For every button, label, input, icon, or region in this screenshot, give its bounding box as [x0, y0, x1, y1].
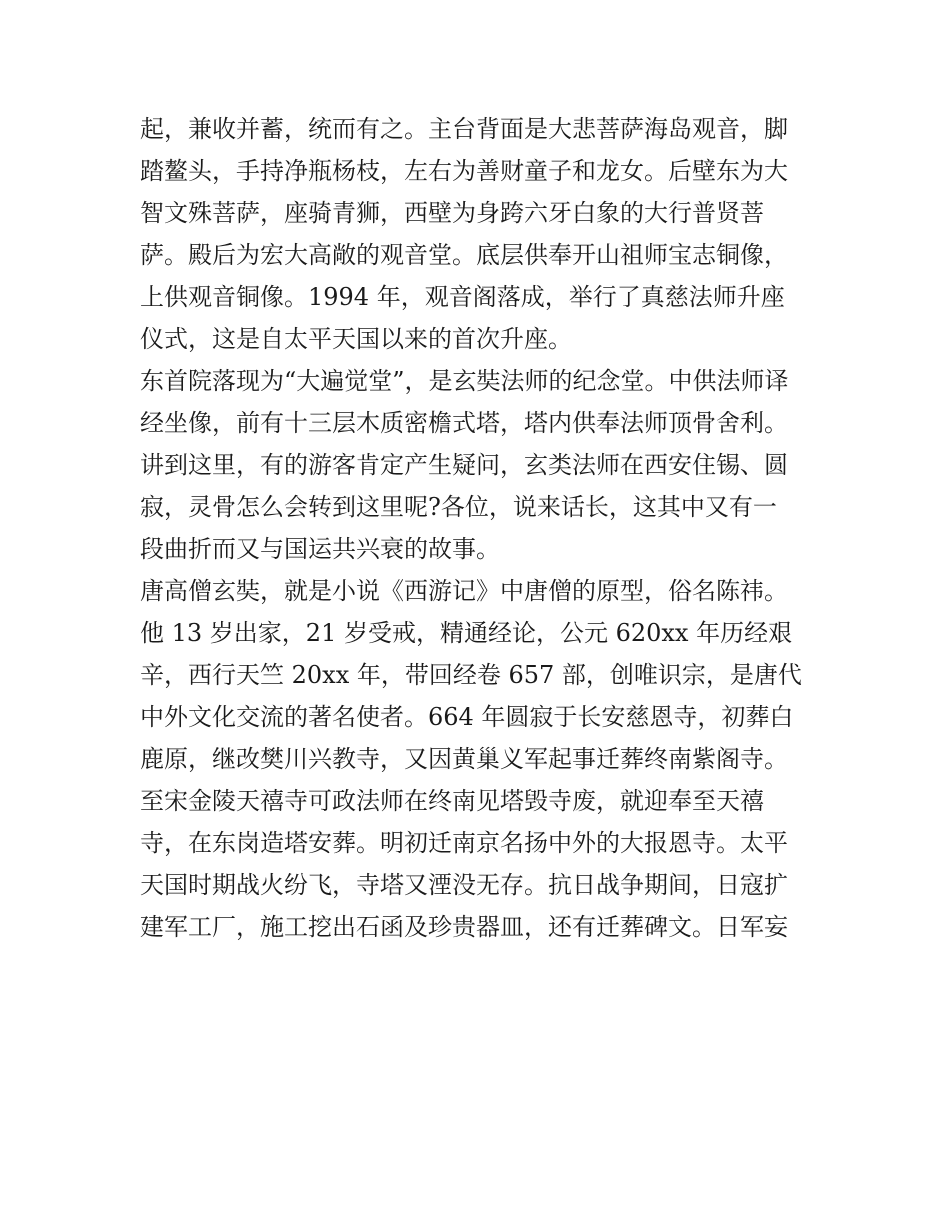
text-line: 天国时期战火纷飞，寺塔又湮没无存。抗日战争期间，日寇扩 — [140, 871, 788, 899]
text-line: 讲到这里，有的游客肯定产生疑问，玄类法师在西安住锡、圆 — [140, 451, 788, 479]
text-line: 唐高僧玄奘，就是小说《西游记》中唐僧的原型，俗名陈祎。 — [140, 577, 788, 605]
text-line: 中外文化交流的著名使者。664 年圆寂于长安慈恩寺，初葬白 — [140, 703, 794, 731]
text-line: 至宋金陵天禧寺可政法师在终南见塔毁寺废，就迎奉至天禧 — [140, 787, 764, 815]
text-line: 智文殊菩萨，座骑青狮，西壁为身跨六牙白象的大行普贤菩 — [140, 199, 764, 227]
text-line: 他 13 岁出家，21 岁受戒，精通经论，公元 620xx 年历经艰 — [140, 619, 793, 647]
text-line: 鹿原，继改樊川兴教寺，又因黄巢义军起事迁葬终南紫阁寺。 — [140, 745, 788, 773]
text-line: 建军工厂，施工挖出石函及珍贵器皿，还有迁葬碑文。日军妄 — [140, 913, 788, 941]
text-line: 寂，灵骨怎么会转到这里呢?各位，说来话长，这其中又有一 — [140, 493, 777, 521]
text-line: 仪式，这是自太平天国以来的首次升座。 — [140, 325, 572, 353]
text-line: 段曲折而又与国运共兴衰的故事。 — [140, 535, 500, 563]
text-line: 东首院落现为“大遍觉堂”，是玄奘法师的纪念堂。中供法师译 — [140, 367, 789, 395]
text-line: 上供观音铜像。1994 年，观音阁落成，举行了真慈法师升座 — [140, 283, 785, 311]
text-line: 辛，西行天竺 20xx 年，带回经卷 657 部，创唯识宗，是唐代 — [140, 661, 802, 689]
text-line: 萨。殿后为宏大高敞的观音堂。底层供奉开山祖师宝志铜像， — [140, 241, 788, 269]
body-text — [140, 108, 820, 948]
text-line: 寺，在东岗造塔安葬。明初迁南京名扬中外的大报恩寺。太平 — [140, 829, 788, 857]
text-line: 起，兼收并蓄，统而有之。主台背面是大悲菩萨海岛观音，脚 — [140, 115, 788, 143]
text-line: 踏鳌头，手持净瓶杨枝，左右为善财童子和龙女。后壁东为大 — [140, 157, 788, 185]
text-line: 经坐像，前有十三层木质密檐式塔，塔内供奉法师顶骨舍利。 — [140, 409, 788, 437]
